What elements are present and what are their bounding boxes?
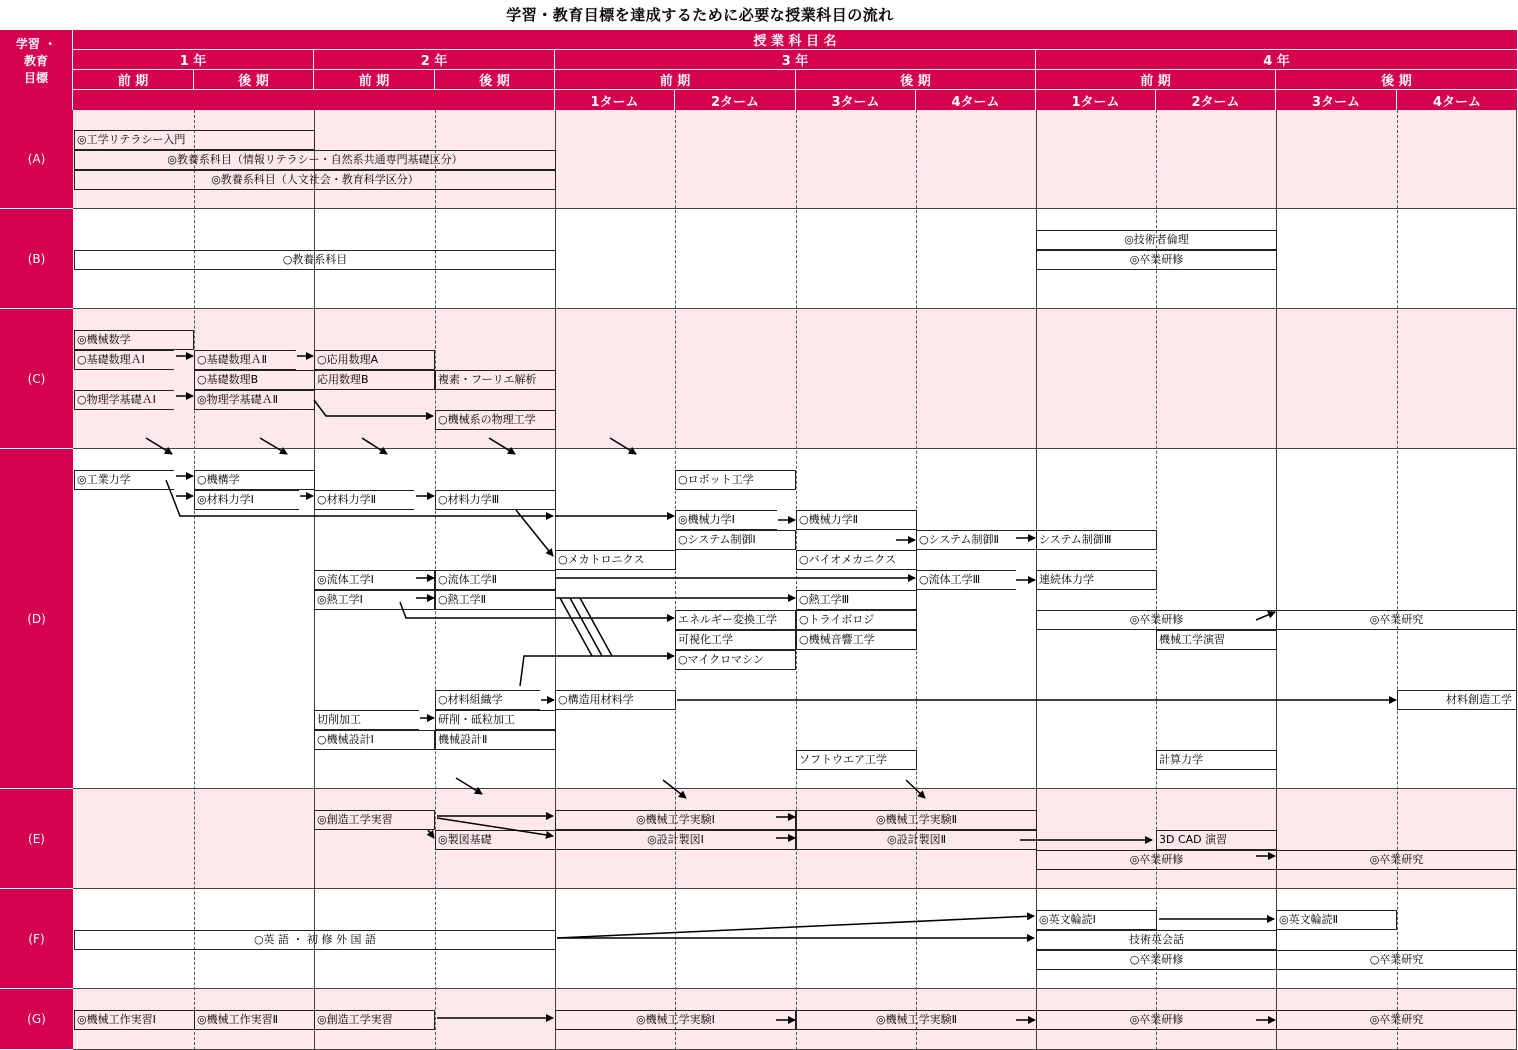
course-box: ○マイクロマシン: [675, 650, 796, 670]
semester-header: 後 期: [194, 70, 314, 90]
course-box: ◎技術者倫理: [1036, 230, 1277, 250]
goal-label-c: (C): [0, 309, 73, 449]
course-box: ◎卒業研修: [1036, 250, 1277, 270]
course-box: ○基礎数理ＡⅡ: [194, 350, 296, 370]
course-box: ◎卒業研究: [1276, 1010, 1517, 1030]
term-header: 1ターム: [555, 90, 675, 110]
term-header: 1ターム: [1036, 90, 1156, 110]
course-box: ○基礎数理ＡⅠ: [74, 350, 174, 370]
course-box: 複素・フーリエ解析: [435, 370, 556, 390]
semester-header: 後 期: [796, 70, 1036, 90]
year-2-header: 2 年: [314, 50, 555, 70]
term-header: 4ターム: [916, 90, 1036, 110]
course-box: ○流体工学Ⅲ: [916, 570, 1016, 590]
course-box: 機械工学演習: [1156, 630, 1277, 650]
course-box: ◎熱工学Ⅰ: [314, 590, 435, 610]
subject-name-header: 授 業 科 目 名: [73, 30, 1517, 50]
course-box: ○材料力学Ⅲ: [435, 490, 556, 510]
course-box: ◎教養系科目（情報リテラシー・自然系共通専門基礎区分）: [74, 150, 556, 170]
course-box: ○応用数理A: [314, 350, 435, 370]
course-box: 技術英会話: [1036, 930, 1277, 950]
course-box: ◎設計製図Ⅱ: [796, 830, 1037, 850]
course-box: 計算力学: [1156, 750, 1277, 770]
course-box: エネルギー変換工学: [675, 610, 796, 630]
course-box: ○機構学: [194, 470, 315, 490]
course-box: ◎卒業研究: [1276, 610, 1517, 630]
course-box: ◎機械工作実習Ⅱ: [194, 1010, 315, 1030]
term-header-blank: [73, 90, 555, 110]
goal-label-g: (G): [0, 989, 73, 1050]
goal-header-line-3: 目標: [23, 70, 48, 85]
course-box: ◎卒業研修: [1036, 610, 1277, 630]
course-box: ◎設計製図Ⅰ: [555, 830, 796, 850]
course-box: 材料創造工学: [1397, 690, 1517, 710]
course-box: ○流体工学Ⅱ: [435, 570, 556, 590]
course-box: ○熱工学Ⅲ: [796, 590, 917, 610]
course-box: ◎機械力学Ⅰ: [675, 510, 777, 530]
course-box: ○教養系科目: [74, 250, 556, 270]
semester-header: 前 期: [555, 70, 796, 90]
course-box: ◎流体工学Ⅰ: [314, 570, 435, 590]
year-1-header: 1 年: [73, 50, 314, 70]
course-box: ◎卒業研修: [1036, 1010, 1277, 1030]
course-box: 機械設計Ⅱ: [435, 730, 556, 750]
course-box: ◎卒業研修: [1036, 850, 1277, 870]
course-box: ○トライボロジ: [796, 610, 917, 630]
course-box: ◎機械工学実験Ⅰ: [555, 1010, 796, 1030]
course-box: ○基礎数理B: [194, 370, 315, 390]
course-box: ◎機械工学実験Ⅱ: [796, 810, 1037, 830]
grid-line: [796, 110, 797, 1050]
year-3-header: 3 年: [555, 50, 1036, 70]
course-box: ◎工業力学: [74, 470, 174, 490]
semester-header: 後 期: [1276, 70, 1517, 90]
goal-header: [0, 30, 73, 90]
course-box: 可視化工学: [675, 630, 796, 650]
course-box: ○システム制御Ⅰ: [675, 530, 796, 550]
course-box: 切削加工: [314, 710, 419, 730]
course-box: ○システム制御Ⅱ: [916, 530, 1037, 550]
course-box: ◎機械工学実験Ⅱ: [796, 1010, 1037, 1030]
page-title: 学習・教育目標を達成するために必要な授業科目の流れ: [506, 6, 894, 24]
grid-line: [1516, 110, 1517, 1050]
grid-line: [675, 110, 676, 1050]
course-box: ◎創造工学実習: [314, 810, 435, 830]
grid-line: [1397, 110, 1398, 1050]
course-box: ◎英文輪読Ⅱ: [1276, 910, 1397, 930]
goal-label-d: (D): [0, 449, 73, 789]
goal-label-a: (A): [0, 110, 73, 209]
course-box: ○物理学基礎ＡⅠ: [74, 390, 174, 410]
term-header: 2ターム: [1156, 90, 1276, 110]
course-box: ○機械音響工学: [796, 630, 917, 650]
goal-label-b: (B): [0, 209, 73, 309]
course-box: ◎機械工学実験Ⅰ: [555, 810, 796, 830]
course-box: ○卒業研修: [1036, 950, 1277, 970]
course-box: ◎英文輪読Ⅰ: [1036, 910, 1157, 930]
course-box: ○熱工学Ⅱ: [435, 590, 556, 610]
course-box: ◎教養系科目（人文社会・教育科学区分）: [74, 170, 556, 190]
term-header: 2ターム: [675, 90, 796, 110]
goal-label-f: (F): [0, 889, 73, 989]
course-box: ○機械設計Ⅰ: [314, 730, 435, 750]
course-box: ○機械力学Ⅱ: [796, 510, 917, 530]
course-box: ◎材料力学Ⅰ: [194, 490, 299, 510]
course-box: ソフトウエア工学: [796, 750, 917, 770]
goal-header-blank: [0, 90, 73, 110]
goal-header-line-1: 学習 ・: [15, 36, 57, 51]
course-box: 連続体力学: [1036, 570, 1157, 590]
semester-header: 前 期: [73, 70, 194, 90]
course-box: ○ロボット工学: [675, 470, 796, 490]
course-box: 応用数理B: [314, 370, 435, 390]
course-box: ○構造用材料学: [555, 690, 676, 710]
year-4-header: 4 年: [1036, 50, 1517, 70]
course-box: ○バイオメカニクス: [796, 550, 917, 570]
term-header: 4ターム: [1397, 90, 1517, 110]
course-box: ○卒業研究: [1276, 950, 1517, 970]
semester-header: 前 期: [1036, 70, 1276, 90]
course-box: 研削・砥粒加工: [435, 710, 556, 730]
term-header: 3ターム: [1276, 90, 1397, 110]
course-box: ◎工学リテラシー入門: [74, 130, 315, 150]
semester-header: 後 期: [435, 70, 555, 90]
course-box: ◎機械工作実習Ⅰ: [74, 1010, 195, 1030]
course-box: ◎創造工学実習: [314, 1010, 435, 1030]
course-box: ○メカトロニクス: [555, 550, 676, 570]
course-box: ◎物理学基礎ＡⅡ: [194, 390, 315, 410]
course-box: ○材料組織学: [435, 690, 540, 710]
course-box: ○英 語 ・ 初 修 外 国 語: [74, 930, 556, 950]
course-box: システム制御Ⅲ: [1036, 530, 1157, 550]
course-box: ◎卒業研究: [1276, 850, 1517, 870]
goal-header-line-2: 教育: [23, 53, 48, 68]
course-box: 3D CAD 演習: [1156, 830, 1277, 850]
course-box: ◎製図基礎: [435, 830, 556, 850]
course-box: ○機械系の物理工学: [435, 410, 556, 430]
semester-header: 前 期: [314, 70, 435, 90]
course-box: ◎機械数学: [74, 330, 194, 350]
term-header: 3ターム: [796, 90, 916, 110]
course-box: ○材料力学Ⅱ: [314, 490, 414, 510]
goal-label-e: (E): [0, 789, 73, 889]
